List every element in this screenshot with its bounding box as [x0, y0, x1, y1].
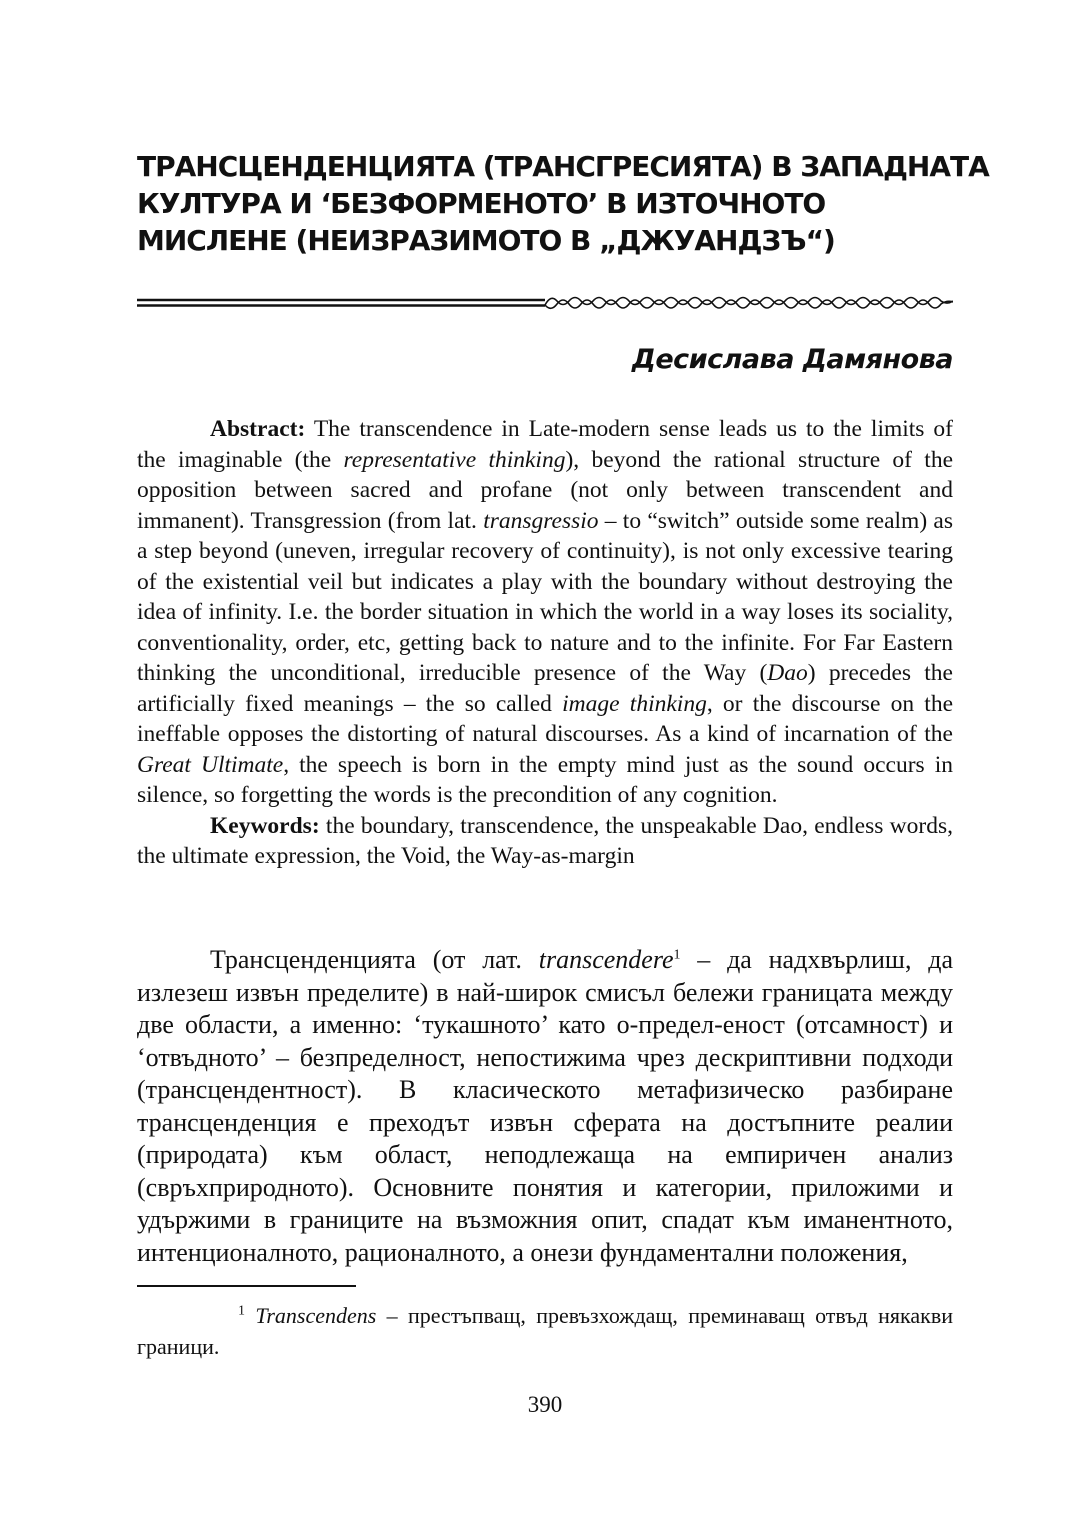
abstract-paragraph	[137, 414, 953, 811]
abstract-italic-5: Great Ultimate	[137, 751, 284, 778]
body-italic-term: transcendere	[538, 945, 674, 974]
abstract-italic-2: transgressio	[483, 507, 599, 534]
abstract-text-1: The transcendence in Late-modern sense leads us to the limits of the imaginable (the	[137, 416, 953, 473]
footnote-mark: 1	[238, 1303, 245, 1319]
page-number: 390	[527, 1392, 563, 1417]
body-text-2: – да надхвърлиш, да излезеш извън пределите) в най-широк смисъл бележи границата между две области, а именно: ‘тукашното’ като о-предел-еност (отсамност) и ‘отвъдното’ – безпределност, непостижима чрез дескриптивни подходи (трансцендентност). В класическото метафизическо разбиране трансценденция е преходът извън сферата на достъпните реалии (природата) към област, неподлежаща на емпиричен анализ (свръхприродното). Основните понятия и категории, приложими и удържими в границите на възможния опит, спадат към иманентното, интенционалното, рационалното, а онези фундаментални положения,	[137, 945, 954, 1267]
abstract-label: Abstract:	[210, 416, 306, 442]
author-name: Десислава Дамянова	[631, 344, 953, 375]
page	[137, 0, 989, 1530]
body-text	[137, 944, 953, 1269]
footnote-term: Transcendens	[255, 1303, 377, 1328]
ornamental-divider	[137, 291, 953, 313]
title-line-3: МИСЛЕНЕ (НЕИЗРАЗИМОТО В „ДЖУАНДЗЪ“)	[137, 224, 835, 257]
abstract-section	[137, 414, 953, 872]
footnote-text: – престъпващ, превъзхождащ, преминаващ отвъд някакви граници.	[137, 1303, 954, 1359]
abstract-text-6: , the speech is born in the empty mind just as the sound occurs in silence, so forgetting the words is the precondition of any cognition.	[137, 751, 953, 808]
keywords-text: the boundary, transcendence, the unspeakable Dao, endless words, the ultimate expression, the Void, the Way-as-margin	[137, 812, 953, 869]
footnote-separator	[137, 1285, 356, 1287]
footnote-reference[interactable]: 1	[673, 947, 681, 963]
abstract-text-3: – to “switch” outside some realm) as a step beyond (uneven, irregular recovery of continuity), is not only excessive tearing of the existential veil but indicates a play with the boundary without destroying the idea of infinity. I.e. the border situation in which the world in a way loses its sociality, conventionality, order, etc, getting back to nature and to the infinite. For Far Eastern thinking the unconditional, irreducible presence of the Way (	[137, 507, 953, 686]
abstract-text-4: ) precedes the artificially fixed meanings – the so called	[137, 660, 953, 717]
abstract-italic-3: Dao	[767, 660, 808, 686]
abstract-text-2: ), beyond the rational structure of the opposition between sacred and profane (not only between transcendent and immanent). Transgression (from lat.	[137, 446, 953, 534]
title-line-2: КУЛТУРА И ‘БЕЗФОРМЕНОТО’ В ИЗТОЧНОТО	[137, 187, 826, 220]
keywords-label: Keywords:	[210, 812, 320, 839]
footnote	[137, 1300, 953, 1362]
keywords-paragraph	[137, 811, 953, 872]
article-title	[137, 148, 989, 259]
abstract-text-5: , or the discourse on the ineffable opposes the distorting of natural discourses. As a kind of incarnation of the	[137, 690, 954, 747]
abstract-italic-4: image thinking	[562, 690, 707, 717]
title-line-1: ТРАНСЦЕНДЕНЦИЯТА (ТРАНСГРЕСИЯТА) В ЗАПАДНАТА	[137, 150, 989, 183]
abstract-italic-1: representative thinking	[343, 446, 566, 473]
body-text-1: Трансценденцията (от лат.	[210, 945, 539, 974]
body-paragraph	[137, 944, 953, 1269]
